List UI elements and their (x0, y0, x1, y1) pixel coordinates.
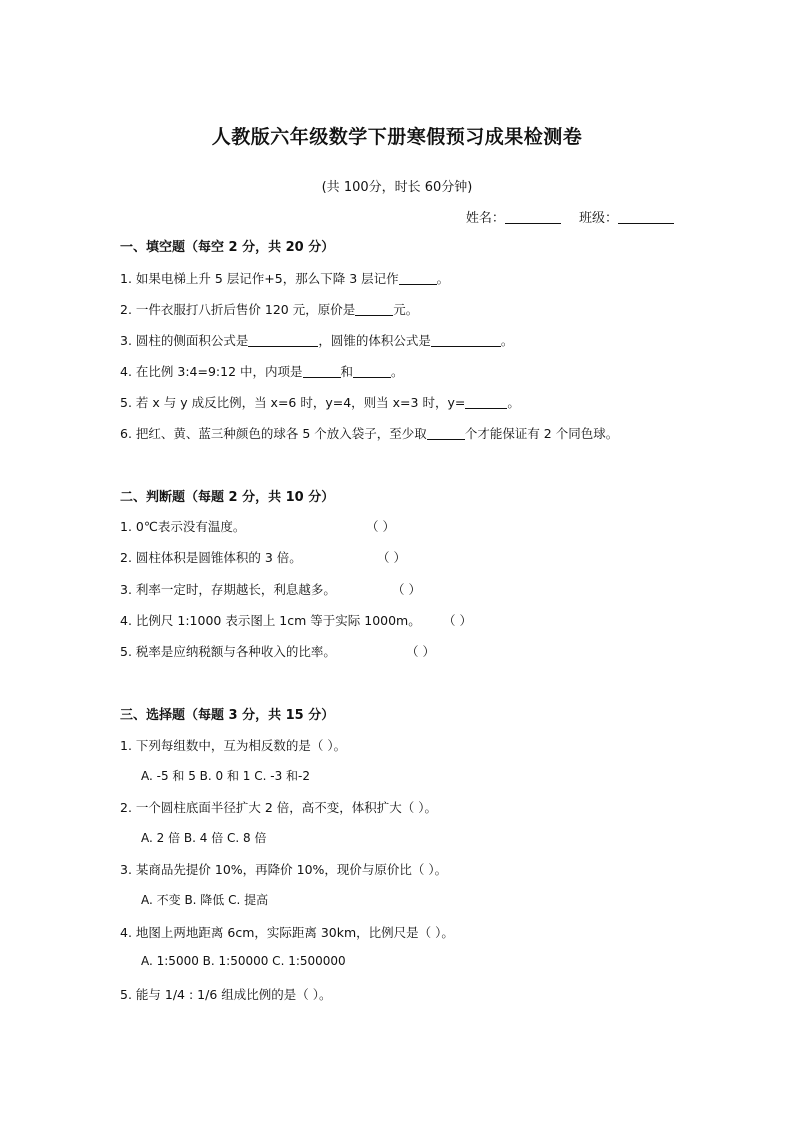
fill-q3-end: 。 (500, 333, 514, 348)
judge-q4-text: 4. 比例尺 1:1000 表示图上 1cm 等于实际 1000m。 (120, 613, 421, 628)
answer-blank (431, 335, 501, 347)
judge-paren-5: （ ） (406, 644, 435, 659)
judge-question-5 (120, 642, 336, 660)
section-fill-heading: 一、填空题（每空 2 分，共 20 分） (120, 240, 335, 255)
fill-question-2 (120, 300, 418, 318)
fill-q6-end: 个才能保证有 2 个同色球。 (464, 426, 619, 441)
choice-question-2: 2. 一个圆柱底面半径扩大 2 倍，高不变，体积扩大（ ）。 (120, 800, 438, 815)
judge-q1-text: 1. 0℃表示没有温度。 (120, 519, 246, 534)
fill-q3-mid: ，圆锥的体积公式是 (318, 333, 431, 348)
answer-blank (465, 397, 507, 409)
fill-q2-text: 2. 一件衣服打八折后售价 120 元，原价是 (120, 302, 356, 317)
judge-paren-3: （ ） (392, 582, 421, 597)
fill-question-5 (120, 393, 520, 411)
fill-q2-end: 元。 (393, 302, 419, 317)
page-subtitle: (共 100分，时长 60分钟) (321, 180, 473, 195)
judge-question-1 (120, 517, 245, 535)
judge-question-2 (120, 548, 302, 566)
answer-blank (353, 366, 391, 378)
choice-q2-options: A. 2 倍 B. 4 倍 C. 8 倍 (141, 831, 267, 845)
class-label: 班级： (578, 211, 618, 226)
fill-question-3 (120, 331, 513, 349)
choice-question-4: 4. 地图上两地距离 6cm，实际距离 30km，比例尺是（ ）。 (120, 925, 454, 940)
section-choice-heading: 三、选择题（每题 3 分，共 15 分） (120, 708, 335, 723)
fill-q4-end: 。 (391, 364, 404, 379)
choice-question-3: 3. 某商品先提价 10%，再降价 10%，现价与原价比（ ）。 (120, 862, 448, 877)
fill-q5-end: 。 (507, 395, 520, 410)
fill-q1-text: 1. 如果电梯上升 5 层记作+5，那么下降 3 层记作 (120, 271, 399, 286)
page-title: 人教版六年级数学下册寒假预习成果检测卷 (211, 126, 583, 148)
fill-q4-text: 4. 在比例 3:4=9:12 中，内项是 (120, 364, 303, 379)
class-blank (618, 211, 674, 224)
fill-q6-text: 6. 把红、黄、蓝三种颜色的球各 5 个放入袋子，至少取 (120, 426, 427, 441)
choice-q3-options: A. 不变 B. 降低 C. 提高 (141, 893, 269, 907)
judge-paren-4: （ ） (443, 613, 472, 628)
judge-question-4 (120, 611, 421, 629)
judge-question-3 (120, 580, 336, 598)
fill-question-6 (120, 424, 618, 442)
fill-question-4 (120, 362, 404, 380)
fill-q5-text: 5. 若 x 与 y 成反比例，当 x=6 时，y=4，则当 x=3 时，y= (120, 395, 466, 410)
fill-q3-text: 3. 圆柱的侧面积公式是 (120, 333, 249, 348)
answer-blank (303, 366, 341, 378)
judge-q5-text: 5. 税率是应纳税额与各种收入的比率。 (120, 644, 336, 659)
choice-question-5: 5. 能与 1/4 : 1/6 组成比例的是（ ）。 (120, 987, 332, 1002)
answer-blank (427, 428, 465, 440)
name-blank (505, 211, 561, 224)
fill-question-1 (120, 269, 449, 287)
choice-q1-options: A. -5 和 5 B. 0 和 1 C. -3 和-2 (141, 769, 310, 783)
answer-blank (248, 335, 318, 347)
student-info (466, 207, 674, 226)
answer-blank (399, 273, 437, 285)
choice-q4-options: A. 1:5000 B. 1:50000 C. 1:500000 (141, 954, 346, 968)
name-label: 姓名： (465, 211, 505, 226)
judge-paren-1: （ ） (366, 519, 395, 534)
fill-q4-mid: 和 (340, 364, 354, 379)
judge-q2-text: 2. 圆柱体积是圆锥体积的 3 倍。 (120, 550, 302, 565)
choice-question-1: 1. 下列每组数中，互为相反数的是（ ）。 (120, 738, 347, 753)
answer-blank (355, 304, 393, 316)
fill-q1-end: 。 (436, 271, 450, 286)
judge-q3-text: 3. 利率一定时，存期越长，利息越多。 (120, 582, 336, 597)
section-judge-heading: 二、判断题（每题 2 分，共 10 分） (120, 490, 335, 505)
judge-paren-2: （ ） (377, 550, 406, 565)
